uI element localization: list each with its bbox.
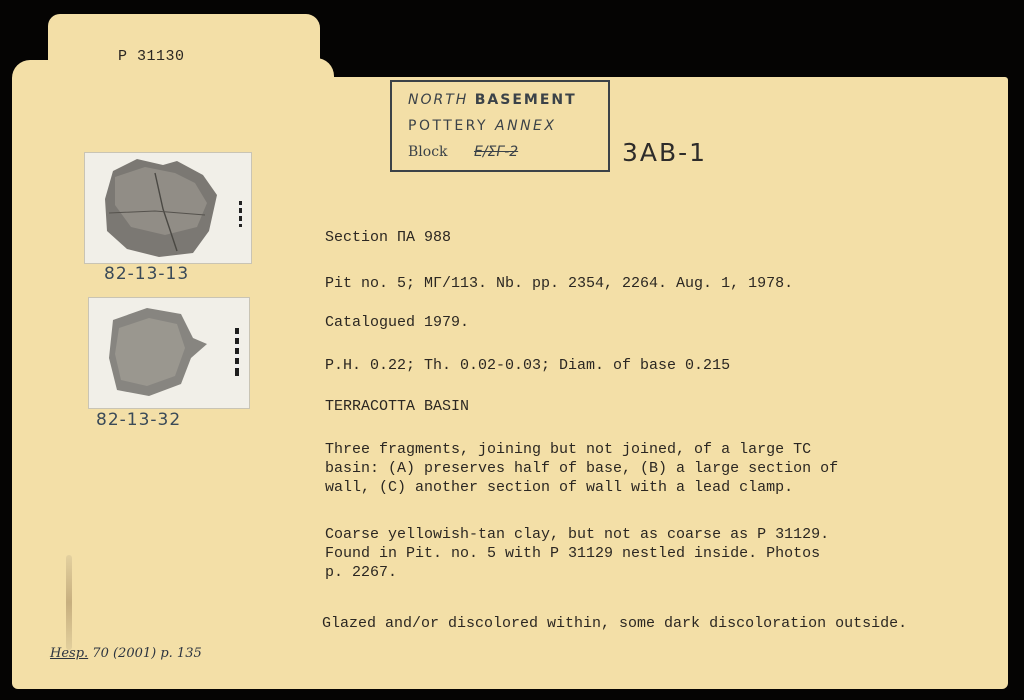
stamp-block-struck-value: E/ΣΓ-2 xyxy=(473,144,519,160)
pit-line: Pit no. 5; ΜΓ/113. Nb. pp. 2354, 2264. Aug. 1, 1978. xyxy=(325,275,794,292)
stamp-block-line xyxy=(408,144,518,160)
bibliography-journal: Hesp. xyxy=(50,646,89,661)
glaze-line: Glazed and/or discolored within, some dark discoloration outside. xyxy=(322,615,908,632)
photo-label: 82-13-32 xyxy=(96,410,182,430)
catalog-number: P 31130 xyxy=(118,48,185,65)
stamp-printed-word: BASEMENT xyxy=(474,92,577,108)
stamp-block-label: Block xyxy=(408,144,448,160)
pottery-fragment-image xyxy=(85,153,251,263)
clay-paragraph: Coarse yellowish-tan clay, but not as coarse as P 31129. Found in Pit. no. 5 with P 31129 nestled inside. Photos p. 2267. xyxy=(325,526,830,581)
ink-stain xyxy=(66,555,72,650)
bibliography-reference: 70 (2001) p. 135 xyxy=(92,646,202,661)
description-paragraph: Three fragments, joining but not joined, of a large TC basin: (A) preserves half of base, (B) a large section of wall, (C) another section of wall with a lead clamp. xyxy=(325,441,839,496)
section-line: Section ΠA 988 xyxy=(325,229,452,246)
catalogued-line: Catalogued 1979. xyxy=(325,314,470,331)
fragment-photo xyxy=(88,297,250,409)
stamp-line-2 xyxy=(408,118,556,134)
stamp-handwritten-word: NORTH xyxy=(408,92,469,108)
bibliography-note xyxy=(50,646,202,661)
dimensions-line: P.H. 0.22; Th. 0.02-0.03; Diam. of base 0.215 xyxy=(325,357,731,374)
photo-label: 82-13-13 xyxy=(104,264,190,284)
stamp-printed-word: POTTERY xyxy=(408,118,489,134)
card-tab-shoulder xyxy=(300,58,334,84)
pottery-fragment-image xyxy=(89,298,249,408)
fragment-photo xyxy=(84,152,252,264)
handwritten-block-note: 3AB-1 xyxy=(622,138,708,167)
storage-stamp xyxy=(390,80,610,172)
stamp-line-1 xyxy=(408,92,577,108)
stamp-handwritten-word: ANNEX xyxy=(495,118,557,134)
object-title: TERRACOTTA BASIN xyxy=(325,398,470,415)
